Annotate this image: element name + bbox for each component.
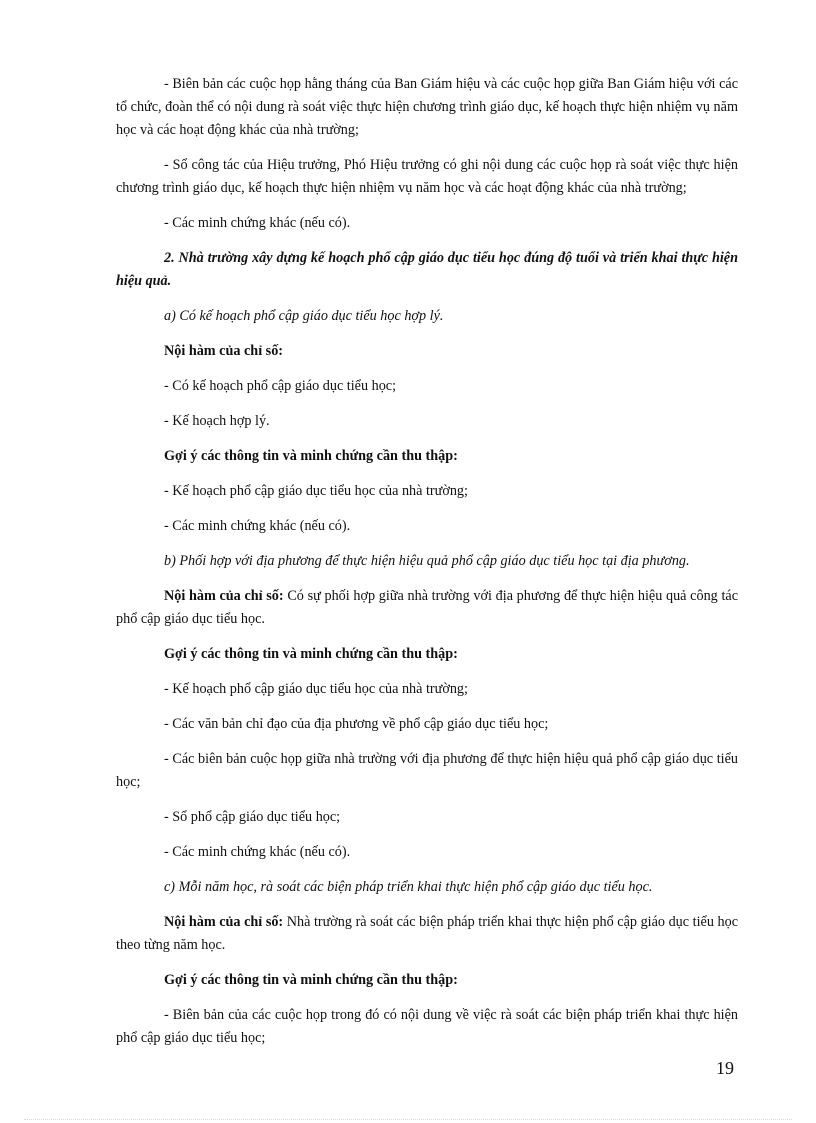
paragraph: - Sổ công tác của Hiệu trưởng, Phó Hiệu trưởng có ghi nội dung các cuộc họp rà soát việc thực hiện chương trình giáo dục, kế hoạch thực hiện nhiệm vụ năm học và các hoạt động khác của nhà trường; (116, 157, 738, 196)
criterion-heading: b) Phối hợp với địa phương để thực hiện hiệu quả phổ cập giáo dục tiểu học tại địa phương. (164, 553, 690, 569)
inline-label: Nội hàm của chỉ số: (164, 914, 284, 930)
subheading: Gợi ý các thông tin và minh chứng cần thu thập: (164, 646, 458, 662)
criterion-heading: c) Mỗi năm học, rà soát các biện pháp triển khai thực hiện phổ cập giáo dục tiểu học. (164, 879, 653, 895)
inline-label: Nội hàm của chỉ số: (164, 588, 284, 604)
paragraph: - Các minh chứng khác (nếu có). (164, 215, 351, 231)
page-number: 19 (716, 1058, 734, 1078)
paragraph (116, 585, 738, 631)
subheading: Gợi ý các thông tin và minh chứng cần thu thập: (164, 448, 458, 464)
criterion-heading: a) Có kế hoạch phổ cập giáo dục tiểu học hợp lý. (164, 308, 444, 324)
subheading: Gợi ý các thông tin và minh chứng cần thu thập: (164, 972, 458, 988)
inline-text: Nhà trường rà soát các biện pháp triển khai thực hiện phổ cập giáo dục tiểu học theo từng năm học. (116, 914, 738, 953)
paragraph: - Các biên bản cuộc họp giữa nhà trường với địa phương để thực hiện hiệu quả phổ cập giáo dục tiểu học; (116, 751, 738, 790)
inline-text: Có sự phối hợp giữa nhà trường với địa phương để thực hiện hiệu quả công tác phổ cập giáo dục tiểu học. (116, 588, 738, 627)
paragraph: - Biên bản các cuộc họp hằng tháng của Ban Giám hiệu và các cuộc họp giữa Ban Giám hiệu với các tổ chức, đoàn thể có nội dung rà soát việc thực hiện chương trình giáo dục, kế hoạch thực hiện nhiệm vụ năm học và các hoạt động khác của nhà trường; (116, 76, 738, 138)
paragraph: - Các văn bản chỉ đạo của địa phương về phổ cập giáo dục tiểu học; (164, 716, 549, 732)
subheading: Nội hàm của chỉ số: (164, 343, 284, 359)
paragraph: - Các minh chứng khác (nếu có). (164, 518, 351, 534)
paragraph: - Có kế hoạch phổ cập giáo dục tiểu học; (164, 378, 397, 394)
paragraph: - Kế hoạch phổ cập giáo dục tiểu học của nhà trường; (164, 483, 468, 499)
paragraph: - Kế hoạch phổ cập giáo dục tiểu học của nhà trường; (164, 681, 468, 697)
section-heading: 2. Nhà trường xây dựng kế hoạch phổ cập giáo dục tiểu học đúng độ tuổi và triển khai thực hiện hiệu quả. (116, 250, 738, 289)
paragraph (116, 911, 738, 957)
paragraph: - Các minh chứng khác (nếu có). (164, 844, 351, 860)
paragraph: - Sổ phổ cập giáo dục tiểu học; (164, 809, 341, 825)
page-body (116, 73, 738, 1050)
paragraph: - Kế hoạch hợp lý. (164, 413, 270, 429)
paragraph: - Biên bản của các cuộc họp trong đó có nội dung về việc rà soát các biện pháp triển khai thực hiện phổ cập giáo dục tiểu học; (116, 1007, 738, 1046)
page-bottom-divider (24, 1119, 792, 1120)
